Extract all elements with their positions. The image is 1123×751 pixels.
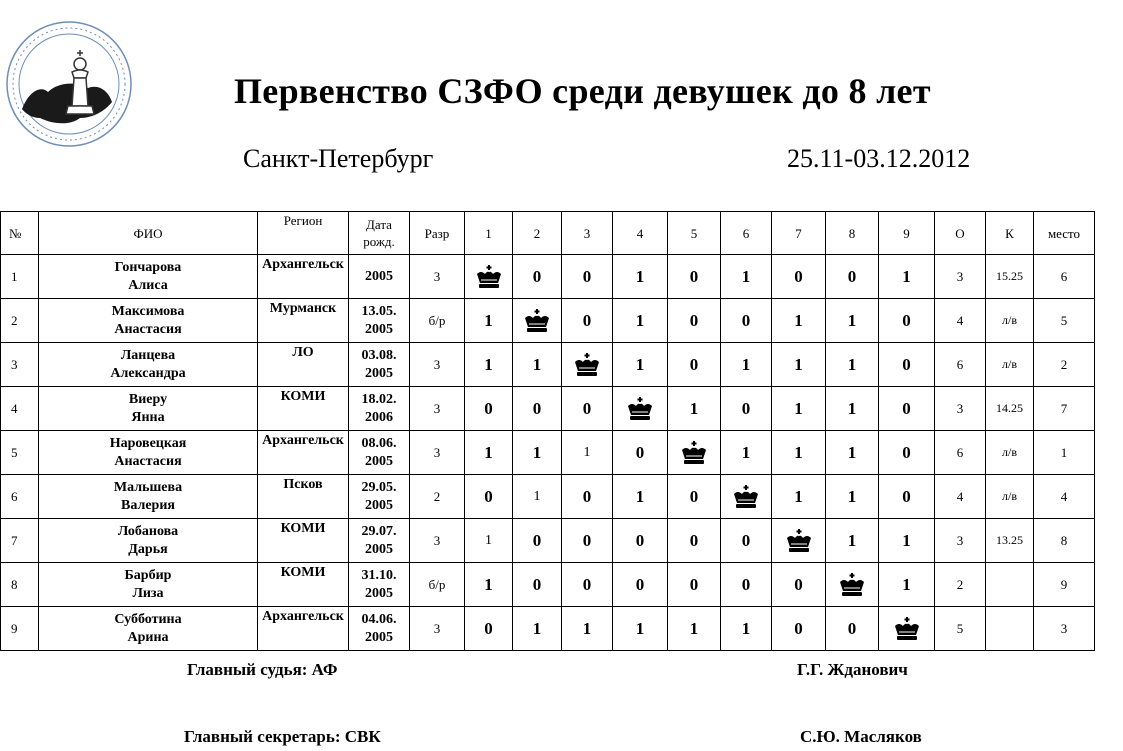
game-result: 0 — [562, 519, 613, 563]
game-result: 0 — [772, 255, 826, 299]
game-result: 0 — [879, 299, 935, 343]
game-result: 1 — [772, 387, 826, 431]
game-result: 0 — [721, 563, 772, 607]
game-result: 1 — [826, 431, 879, 475]
game-result: 1 — [465, 343, 513, 387]
table-header-row — [1, 212, 1095, 255]
player-firstname: Лиза — [132, 585, 164, 601]
column-header: К — [986, 212, 1034, 255]
player-birthdate — [349, 255, 410, 299]
player-points: 2 — [935, 563, 986, 607]
player-tiebreak: л/в — [986, 343, 1034, 387]
player-tiebreak — [986, 607, 1034, 651]
game-result: 1 — [879, 563, 935, 607]
chess-federation-logo — [0, 14, 138, 154]
game-result: 1 — [721, 607, 772, 651]
game-result: 0 — [721, 387, 772, 431]
chief-judge-label: Главный судья: АФ — [187, 660, 338, 679]
player-firstname: Алиса — [128, 277, 168, 293]
player-region: КОМИ — [258, 563, 349, 607]
game-result: 0 — [562, 475, 613, 519]
player-name — [39, 255, 258, 299]
game-result: 1 — [613, 607, 668, 651]
game-result: 1 — [465, 563, 513, 607]
column-header: Регион — [258, 212, 349, 255]
player-tiebreak: л/в — [986, 299, 1034, 343]
player-region: Архангельск — [258, 607, 349, 651]
game-result: 0 — [513, 255, 562, 299]
game-result: 1 — [465, 299, 513, 343]
game-result: 0 — [562, 255, 613, 299]
player-number: 4 — [1, 387, 39, 431]
player-place: 6 — [1034, 255, 1095, 299]
city-label: Санкт-Петербург — [243, 144, 434, 173]
column-header: 9 — [879, 212, 935, 255]
player-firstname: Арина — [127, 629, 169, 645]
self-cell — [465, 255, 513, 299]
game-result: 0 — [772, 607, 826, 651]
birthdate-line1: 18.02. — [361, 391, 397, 407]
player-tiebreak: 14.25 — [986, 387, 1034, 431]
game-result: 1 — [668, 607, 721, 651]
game-result: 0 — [465, 607, 513, 651]
game-result: 0 — [879, 343, 935, 387]
player-points: 3 — [935, 387, 986, 431]
column-header: 4 — [613, 212, 668, 255]
player-place: 3 — [1034, 607, 1095, 651]
player-birthdate — [349, 299, 410, 343]
player-region: Архангельск — [258, 255, 349, 299]
player-place: 2 — [1034, 343, 1095, 387]
player-birthdate — [349, 607, 410, 651]
chess-king-icon — [613, 396, 667, 422]
player-rank: 3 — [410, 387, 465, 431]
game-result: 1 — [721, 431, 772, 475]
player-birthdate — [349, 431, 410, 475]
player-number: 9 — [1, 607, 39, 651]
column-header: 1 — [465, 212, 513, 255]
player-rank: 3 — [410, 431, 465, 475]
player-points: 4 — [935, 475, 986, 519]
game-result: 0 — [668, 299, 721, 343]
self-cell — [513, 299, 562, 343]
player-number: 6 — [1, 475, 39, 519]
column-header: место — [1034, 212, 1095, 255]
player-points: 6 — [935, 343, 986, 387]
game-result: 1 — [826, 387, 879, 431]
player-surname: Максимова — [111, 303, 185, 319]
player-birthdate — [349, 519, 410, 563]
game-result: 1 — [826, 299, 879, 343]
player-name — [39, 299, 258, 343]
game-result: 1 — [826, 343, 879, 387]
table-row — [1, 255, 1095, 299]
game-result: 1 — [879, 519, 935, 563]
column-header: 5 — [668, 212, 721, 255]
game-result: 1 — [668, 387, 721, 431]
player-place: 8 — [1034, 519, 1095, 563]
game-result: 0 — [613, 519, 668, 563]
table-row — [1, 475, 1095, 519]
player-birthdate — [349, 475, 410, 519]
column-header: 8 — [826, 212, 879, 255]
column-header: 7 — [772, 212, 826, 255]
game-result: 0 — [465, 475, 513, 519]
birthdate-line1: 31.10. — [361, 567, 397, 583]
chess-king-icon — [826, 572, 878, 598]
table-row — [1, 519, 1095, 563]
game-result: 0 — [613, 563, 668, 607]
game-result: 0 — [513, 563, 562, 607]
player-rank: б/р — [410, 563, 465, 607]
game-result: 1 — [562, 607, 613, 651]
game-result: 1 — [772, 475, 826, 519]
player-points: 3 — [935, 255, 986, 299]
column-header: О — [935, 212, 986, 255]
player-birthdate — [349, 387, 410, 431]
chess-king-icon — [721, 484, 771, 510]
column-header: Разр — [410, 212, 465, 255]
player-birthdate — [349, 563, 410, 607]
player-surname: Гончарова — [114, 259, 182, 275]
player-name — [39, 343, 258, 387]
player-surname: Виеру — [128, 391, 168, 407]
player-tiebreak: л/в — [986, 431, 1034, 475]
player-firstname: Анастасия — [114, 321, 182, 337]
game-result: 1 — [513, 343, 562, 387]
player-region: ЛО — [258, 343, 349, 387]
game-result: 0 — [668, 475, 721, 519]
birthdate-line2: 2005 — [365, 629, 393, 645]
game-result: 0 — [668, 255, 721, 299]
player-place: 1 — [1034, 431, 1095, 475]
birthdate-line1: 13.05. — [361, 303, 397, 319]
table-row — [1, 387, 1095, 431]
player-firstname: Янна — [131, 409, 165, 425]
player-rank: 2 — [410, 475, 465, 519]
player-number: 1 — [1, 255, 39, 299]
game-result: 0 — [562, 563, 613, 607]
table-row — [1, 563, 1095, 607]
player-place: 5 — [1034, 299, 1095, 343]
game-result: 0 — [721, 299, 772, 343]
chess-king-icon — [668, 440, 720, 466]
game-result: 0 — [562, 387, 613, 431]
player-tiebreak: 13.25 — [986, 519, 1034, 563]
self-cell — [826, 563, 879, 607]
player-surname: Ланцева — [120, 347, 176, 363]
self-cell — [668, 431, 721, 475]
game-result: 1 — [465, 431, 513, 475]
page-title: Первенство СЗФО среди девушек до 8 лет — [234, 71, 931, 111]
player-name — [39, 519, 258, 563]
self-cell — [613, 387, 668, 431]
table-body — [1, 255, 1095, 651]
table-row — [1, 431, 1095, 475]
chess-king-icon — [772, 528, 825, 554]
player-number: 3 — [1, 343, 39, 387]
chess-king-icon — [465, 264, 512, 290]
player-points: 6 — [935, 431, 986, 475]
player-rank: 3 — [410, 607, 465, 651]
player-number: 7 — [1, 519, 39, 563]
chief-secretary-label: Главный секретарь: СВК — [184, 727, 381, 746]
player-region: КОМИ — [258, 387, 349, 431]
game-result: 0 — [721, 519, 772, 563]
birthdate-line1: 29.07. — [361, 523, 397, 539]
self-cell — [772, 519, 826, 563]
game-result: 1 — [772, 299, 826, 343]
birthdate-line1: 29.05. — [361, 479, 397, 495]
player-place: 9 — [1034, 563, 1095, 607]
player-surname: Субботина — [114, 611, 182, 627]
player-points: 4 — [935, 299, 986, 343]
dates-label: 25.11-03.12.2012 — [787, 144, 971, 173]
column-header: ФИО — [39, 212, 258, 255]
player-number: 8 — [1, 563, 39, 607]
birthdate-line2: 2005 — [365, 585, 393, 601]
game-result: 1 — [772, 343, 826, 387]
game-result: 1 — [613, 255, 668, 299]
player-number: 5 — [1, 431, 39, 475]
player-points: 5 — [935, 607, 986, 651]
game-result: 0 — [879, 387, 935, 431]
game-result: 0 — [879, 475, 935, 519]
birthdate-line1: 03.08. — [361, 347, 397, 363]
game-result: 0 — [465, 387, 513, 431]
birthdate-line1: 04.06. — [361, 611, 397, 627]
chess-king-icon — [562, 352, 612, 378]
player-firstname: Анастасия — [114, 453, 182, 469]
player-region: КОМИ — [258, 519, 349, 563]
birthdate-line2: 2005 — [365, 497, 393, 513]
player-tiebreak — [986, 563, 1034, 607]
game-result: 0 — [826, 607, 879, 651]
self-cell — [879, 607, 935, 651]
player-rank: 3 — [410, 255, 465, 299]
player-name — [39, 475, 258, 519]
chess-king-icon — [879, 616, 934, 642]
game-result: 1 — [613, 343, 668, 387]
self-cell — [562, 343, 613, 387]
game-result: 1 — [465, 519, 513, 563]
chess-king-icon — [513, 308, 561, 334]
self-cell — [721, 475, 772, 519]
column-header: 6 — [721, 212, 772, 255]
player-region: Архангельск — [258, 431, 349, 475]
player-rank: 3 — [410, 519, 465, 563]
birthdate-line2: 2005 — [365, 365, 393, 381]
player-firstname: Валерия — [121, 497, 175, 513]
player-name — [39, 387, 258, 431]
player-place: 4 — [1034, 475, 1095, 519]
table-row — [1, 607, 1095, 651]
game-result: 0 — [513, 387, 562, 431]
table-row — [1, 343, 1095, 387]
game-result: 1 — [826, 519, 879, 563]
birthdate-line2: 2005 — [365, 541, 393, 557]
player-rank: б/р — [410, 299, 465, 343]
birthdate-line1: 08.06. — [361, 435, 397, 451]
crosstable — [0, 211, 1095, 651]
game-result: 1 — [562, 431, 613, 475]
player-firstname: Александра — [110, 365, 186, 381]
game-result: 1 — [772, 431, 826, 475]
game-result: 0 — [668, 343, 721, 387]
game-result: 0 — [613, 431, 668, 475]
game-result: 1 — [613, 299, 668, 343]
player-surname: Мальшева — [113, 479, 183, 495]
player-surname: Наровецкая — [109, 435, 187, 451]
player-rank: 3 — [410, 343, 465, 387]
game-result: 0 — [513, 519, 562, 563]
game-result: 1 — [826, 475, 879, 519]
player-surname: Барбир — [124, 567, 172, 583]
game-result: 0 — [668, 563, 721, 607]
game-result: 0 — [668, 519, 721, 563]
column-header: 3 — [562, 212, 613, 255]
birthdate-line1: 2005 — [365, 268, 393, 284]
player-region: Псков — [258, 475, 349, 519]
game-result: 1 — [879, 255, 935, 299]
chief-judge-name: Г.Г. Жданович — [797, 660, 908, 679]
birthdate-line2: 2006 — [365, 409, 393, 425]
game-result: 1 — [513, 607, 562, 651]
game-result: 0 — [562, 299, 613, 343]
column-header: Дата рожд. — [349, 212, 410, 255]
birthdate-line2: 2005 — [365, 321, 393, 337]
player-region: Мурманск — [258, 299, 349, 343]
table-row — [1, 299, 1095, 343]
game-result: 1 — [721, 255, 772, 299]
game-result: 1 — [513, 475, 562, 519]
player-tiebreak: 15.25 — [986, 255, 1034, 299]
game-result: 0 — [826, 255, 879, 299]
player-number: 2 — [1, 299, 39, 343]
game-result: 0 — [879, 431, 935, 475]
player-points: 3 — [935, 519, 986, 563]
player-name — [39, 431, 258, 475]
birthdate-line2: 2005 — [365, 453, 393, 469]
column-header: 2 — [513, 212, 562, 255]
game-result: 1 — [721, 343, 772, 387]
player-tiebreak: л/в — [986, 475, 1034, 519]
player-surname: Лобанова — [117, 523, 179, 539]
game-result: 0 — [772, 563, 826, 607]
player-place: 7 — [1034, 387, 1095, 431]
player-name — [39, 607, 258, 651]
player-firstname: Дарья — [128, 541, 168, 557]
game-result: 1 — [613, 475, 668, 519]
column-header: № — [1, 212, 39, 255]
game-result: 1 — [513, 431, 562, 475]
player-birthdate — [349, 343, 410, 387]
player-name — [39, 563, 258, 607]
chief-secretary-name: С.Ю. Масляков — [800, 727, 922, 746]
